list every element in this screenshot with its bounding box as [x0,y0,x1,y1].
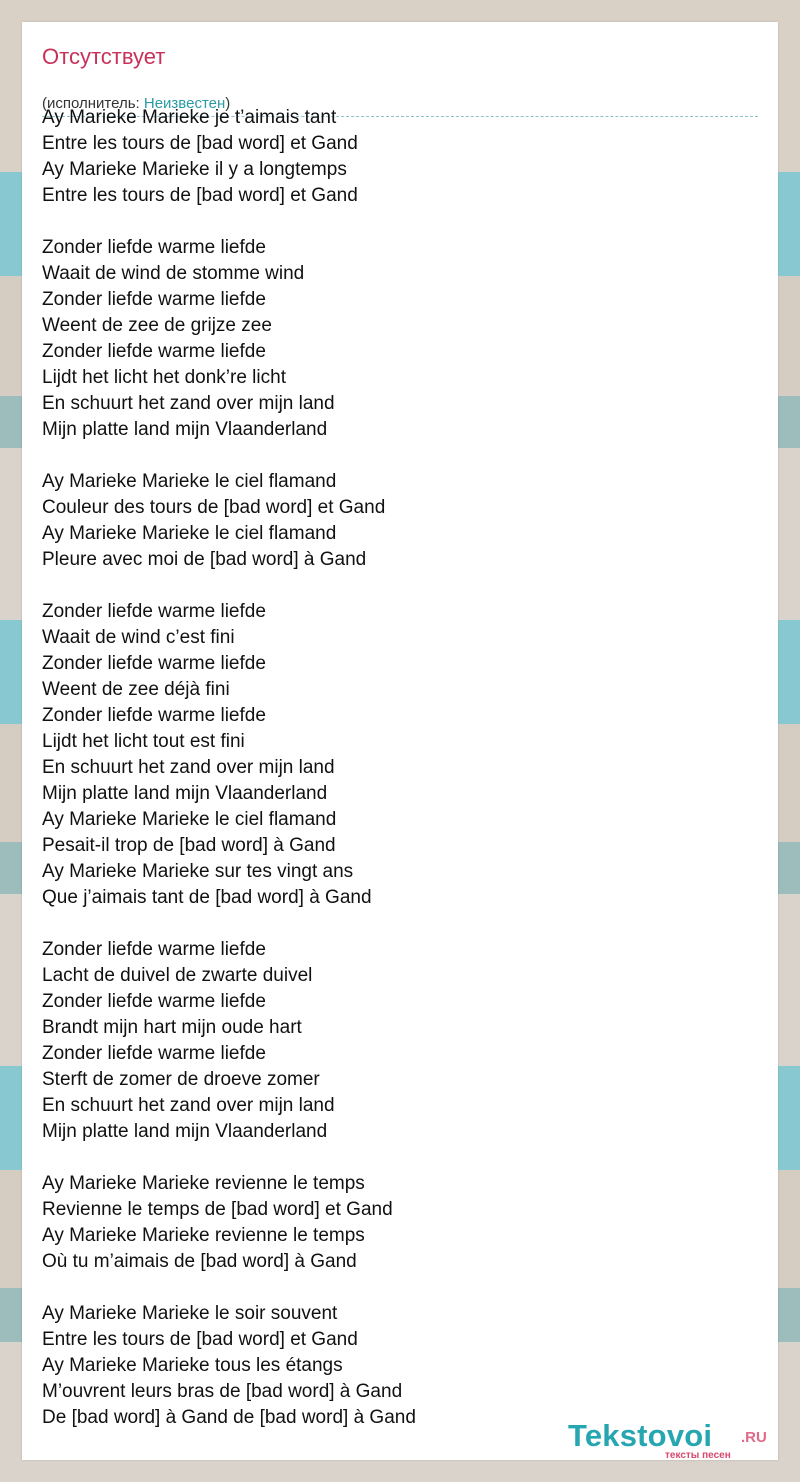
lyric-line: En schuurt het zand over mijn land [42,1095,335,1116]
lyric-line: Revienne le temps de [bad word] et Gand [42,1199,393,1220]
lyric-line: Zonder liefde warme liefde [42,341,266,362]
artist-link[interactable]: Неизвестен [143,95,226,112]
brand-tld: .RU [741,1429,767,1446]
lyric-line: Zonder liefde warme liefde [42,289,266,310]
stanza-break [42,1275,758,1301]
lyric-line: En schuurt het zand over mijn land [42,393,335,414]
lyric-line: Ay Marieke Marieke le soir souvent [42,1303,338,1324]
lyric-line: Zonder liefde warme liefde [42,991,266,1012]
lyric-line: Ay Marieke Marieke je t’aimais tant [42,107,337,128]
lyric-line: Weent de zee déjà fini [42,679,230,700]
lyric-line: Zonder liefde warme liefde [42,705,266,726]
lyric-line: Où tu m’aimais de [bad word] à Gand [42,1251,357,1272]
lyric-line: Lacht de duivel de zwarte duivel [42,965,313,986]
lyric-line: Ay Marieke Marieke le ciel flamand [42,809,337,830]
lyric-line: Pleure avec moi de [bad word] à Gand [42,549,367,570]
lyric-line: Ay Marieke Marieke revienne le temps [42,1225,365,1246]
brand-tagline: тексты песен [665,1450,731,1461]
lyric-line: Couleur des tours de [bad word] et Gand [42,497,386,518]
artist-suffix: ) [225,95,231,112]
lyric-line: Ay Marieke Marieke sur tes vingt ans [42,861,354,882]
lyric-line: Entre les tours de [bad word] et Gand [42,1329,358,1350]
lyric-line: Entre les tours de [bad word] et Gand [42,185,358,206]
lyric-line: Waait de wind c’est fini [42,627,235,648]
lyric-line: Waait de wind de stomme wind [42,263,305,284]
lyric-line: Brandt mijn hart mijn oude hart [42,1017,302,1038]
lyric-line: Lijdt het licht het donk’re licht [42,367,286,388]
lyric-line: Zonder liefde warme liefde [42,653,266,674]
lyric-line: Ay Marieke Marieke le ciel flamand [42,471,337,492]
lyric-line: Zonder liefde warme liefde [42,939,266,960]
lyric-line: Entre les tours de [bad word] et Gand [42,133,358,154]
tekstovoi-logo[interactable] [568,1418,774,1462]
lyric-line: De [bad word] à Gand de [bad word] à Gand [42,1407,416,1428]
stanza-break [42,209,758,235]
lyric-line: Pesait-il trop de [bad word] à Gand [42,835,336,856]
lyric-line: Zonder liefde warme liefde [42,237,266,258]
lyric-line: Ay Marieke Marieke le ciel flamand [42,523,337,544]
stanza-break [42,443,758,469]
lyrics-card [22,22,778,1460]
stanza-break [42,911,758,937]
lyric-line: Ay Marieke Marieke revienne le temps [42,1173,365,1194]
song-title: Отсутствует [42,44,166,69]
artist-prefix: (исполнитель: [42,95,144,112]
lyric-line: En schuurt het zand over mijn land [42,757,335,778]
lyric-line: Mijn platte land mijn Vlaanderland [42,783,328,804]
lyric-line: Sterft de zomer de droeve zomer [42,1069,320,1090]
stanza-break [42,1145,758,1171]
lyric-line: Mijn platte land mijn Vlaanderland [42,419,328,440]
lyric-line: Ay Marieke Marieke tous les étangs [42,1355,343,1376]
brand-name: Tekstovoi [568,1418,713,1453]
lyrics-text [42,105,758,1431]
lyric-line: Que j’aimais tant de [bad word] à Gand [42,887,372,908]
lyric-line: Lijdt het licht tout est fini [42,731,245,752]
lyric-line: Ay Marieke Marieke il y a longtemps [42,159,347,180]
lyric-line: Zonder liefde warme liefde [42,1043,266,1064]
lyric-line: Mijn platte land mijn Vlaanderland [42,1121,328,1142]
lyric-line: Weent de zee de grijze zee [42,315,272,336]
lyric-line: Zonder liefde warme liefde [42,601,266,622]
stanza-break [42,573,758,599]
lyric-line: M’ouvrent leurs bras de [bad word] à Gand [42,1381,403,1402]
